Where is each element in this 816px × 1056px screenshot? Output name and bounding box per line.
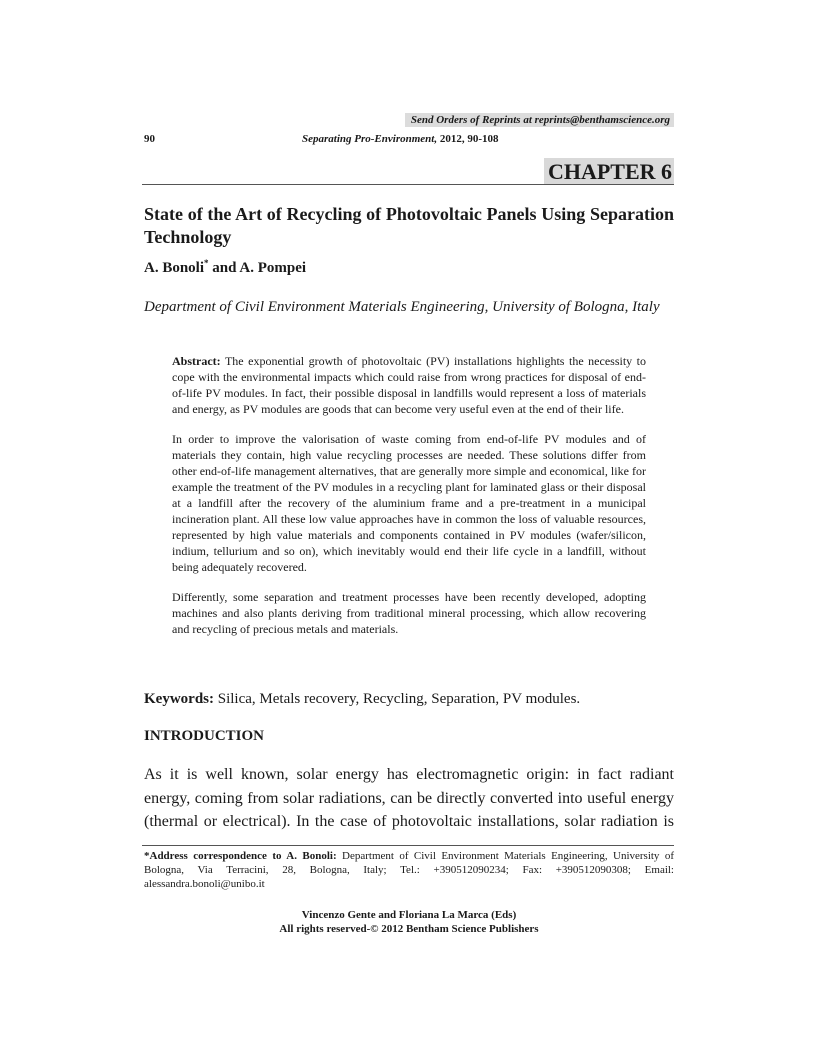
- abstract-paragraph: [172, 353, 646, 417]
- abstract-paragraph: In order to improve the valorisation of waste coming from end-of-life PV modules and of materials they contain, high value recycling processes are needed. These solutions differ from other end-of-life management alternatives, that are generally more simple and economical, like for example the treatment of the PV modules in a recycling plant for laminated glass or their disposal at a landfill after the recovery of the aluminium frame and a pre-treatment in a municipal incineration plant. All these low value approaches have in common the loss of valuable resources, represented by high value materials and components contained in PV modules (wafer/silicon, indium, tellurium and so on), which inevitably would end their life cycle in a landfill, without being adequately recovered.: [172, 432, 646, 574]
- footnote-divider: [142, 845, 674, 846]
- section-heading: INTRODUCTION: [144, 728, 265, 744]
- page-number: 90: [144, 133, 155, 145]
- footnote-text: Department of Civil Environment Materials Engineering, University of Bologna, Via Terracini, 28, Bologna, Italy; Tel.: +390512090234; Fax: +390512090308; Email: alessandra.bonoli@unibo.it: [144, 850, 674, 890]
- rights-line: All rights reserved-© 2012 Bentham Science Publishers: [279, 923, 539, 935]
- abstract: [172, 353, 646, 651]
- footnote-label: *Address correspondence to A. Bonoli:: [144, 850, 337, 862]
- chapter-label: CHAPTER 6: [544, 158, 674, 185]
- abstract-text: The exponential growth of photovoltaic (PV) installations highlights the necessity to cope with the environmental impacts which could raise from wrong practices for disposal of end-of-life PV modules. In fact, their possible disposal in landfills would represent a loss of materials and energy, as PV modules are goods that can become very useful even at the end of their life.: [172, 354, 646, 416]
- journal-title: Separating Pro-Environment,: [302, 133, 438, 145]
- keywords-text: Silica, Metals recovery, Recycling, Separation, PV modules.: [214, 691, 581, 707]
- abstract-label: Abstract:: [172, 354, 221, 368]
- correspondence-mark: *: [204, 258, 209, 268]
- reprint-notice: Send Orders of Reprints at reprints@benthamscience.org: [405, 113, 674, 127]
- author-name: and A. Pompei: [208, 260, 307, 276]
- article-title: State of the Art of Recycling of Photovoltaic Panels Using Separation Technology: [144, 204, 674, 247]
- publisher-info: [144, 908, 674, 936]
- footnote: [144, 849, 674, 891]
- keywords-label: Keywords:: [144, 691, 214, 707]
- author-name: A. Bonoli: [144, 260, 205, 276]
- introduction-paragraph: As it is well known, solar energy has electromagnetic origin: in fact radiant energy, coming from solar radiations, can be directly converted into useful energy (thermal or electrical). In the case of photovoltaic installations, solar radiation is: [144, 766, 674, 830]
- header-divider: [142, 184, 674, 185]
- keywords: [144, 691, 580, 708]
- abstract-paragraph: Differently, some separation and treatment processes have been recently developed, adopting machines and also plants deriving from traditional mineral processing, which allow recovering and recycling of precious metals and materials.: [172, 590, 646, 636]
- editors-line: Vincenzo Gente and Floriana La Marca (Eds): [301, 909, 517, 921]
- running-header: [302, 133, 499, 145]
- author-line: [144, 258, 306, 277]
- journal-details: 2012, 90-108: [437, 133, 499, 145]
- affiliation: Department of Civil Environment Materials Engineering, University of Bologna, Italy: [144, 299, 660, 315]
